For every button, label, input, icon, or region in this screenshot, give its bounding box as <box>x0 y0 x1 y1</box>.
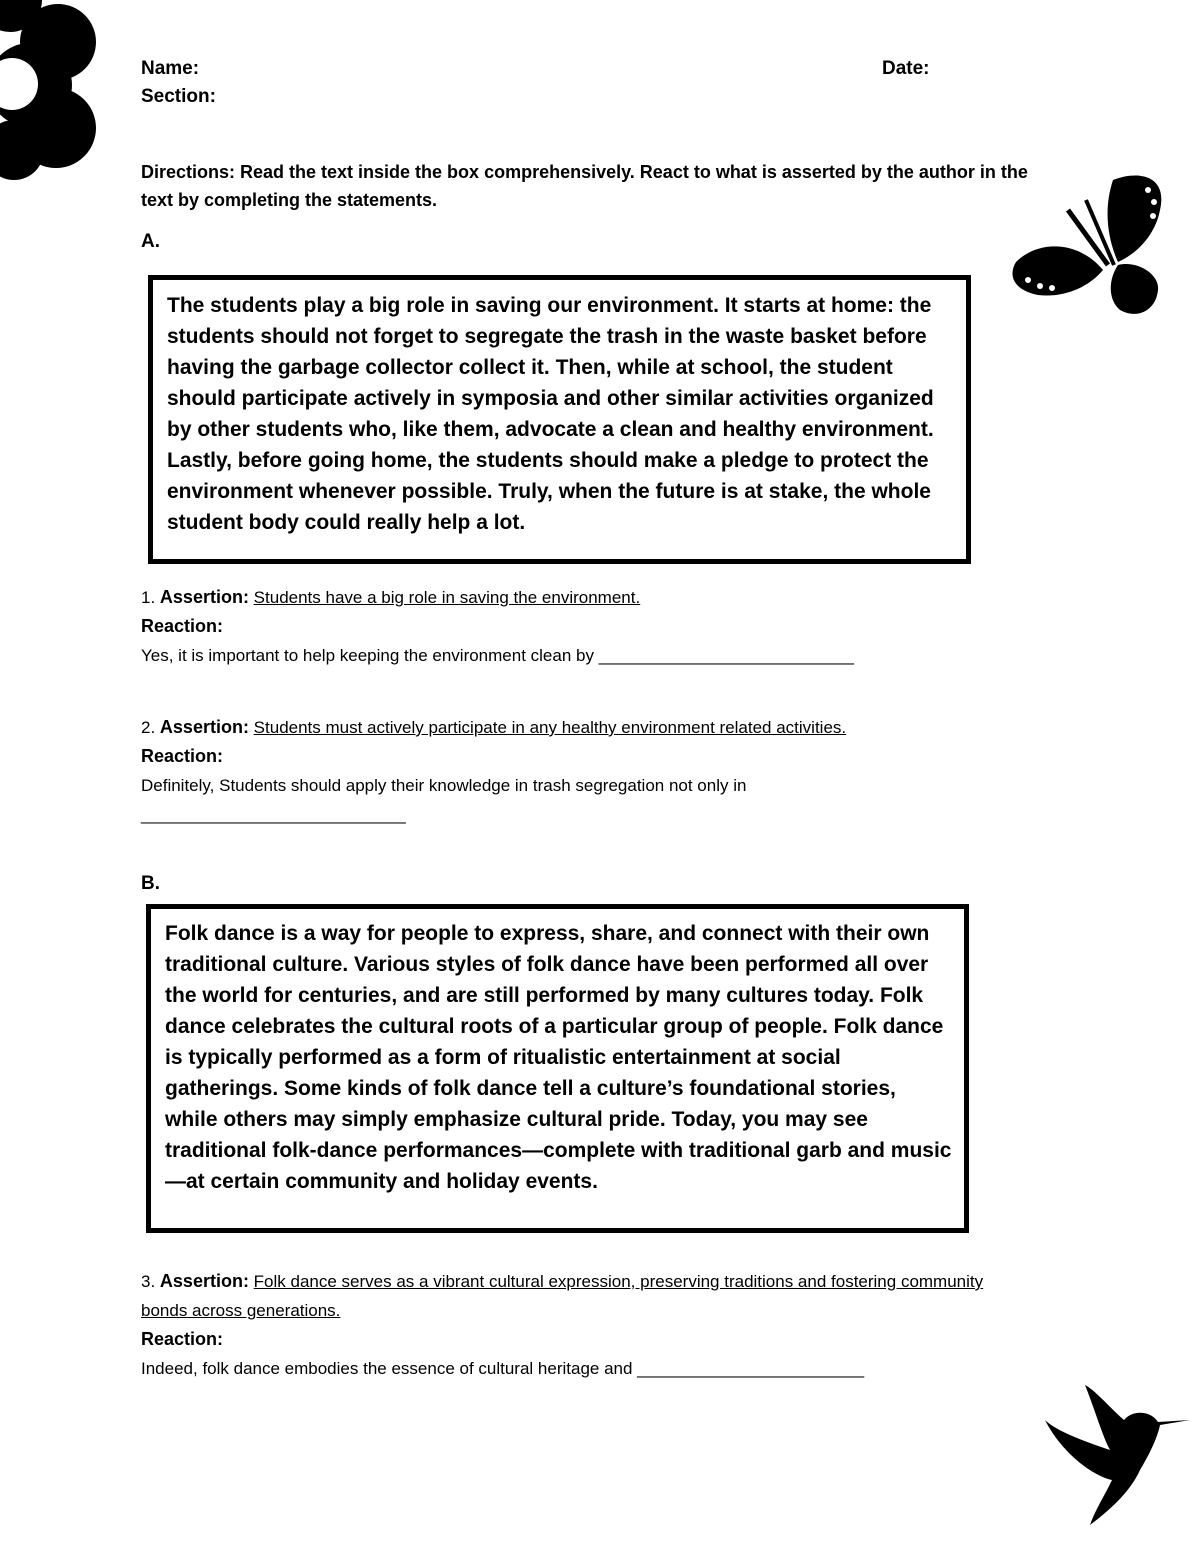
part-a-label: A. <box>141 231 160 252</box>
question-item-3 <box>141 1267 1021 1383</box>
question-item-2 <box>141 713 1011 829</box>
reaction-label: Reaction: <box>141 746 224 766</box>
reaction-prompt: Definitely, Students should apply their knowledge in trash segregation not only in ____________________________ <box>141 776 747 824</box>
assertion-text: Students must actively participate in any healthy environment related activities. <box>253 718 847 737</box>
passage-box-b <box>146 904 969 1233</box>
reaction-label: Reaction: <box>141 1329 224 1349</box>
assertion-text: Folk dance serves as a vibrant cultural expression, preserving traditions and fostering community bonds across generations. <box>141 1272 984 1320</box>
reaction-prompt: Yes, it is important to help keeping the environment clean by ___________________________ <box>141 646 854 665</box>
item-number: 1. <box>141 588 156 607</box>
hummingbird-icon <box>1040 1380 1200 1530</box>
passage-b-text: Folk dance is a way for people to express, share, and connect with their own traditional culture. Various styles of folk dance have been performed all over the world for centuries, and are still performed by many cultures today. Folk dance celebrates the cultural roots of a particular group of people. Folk dance is typically performed as a form of ritualistic entertainment at social gatherings. Some kinds of folk dance tell a culture’s foundational stories, while others may simply emphasize cultural pride. Today, you may see traditional folk-dance performances—complete with traditional garb and music—at certain community and holiday events. <box>165 922 952 1193</box>
assertion-label: Assertion: <box>159 717 249 737</box>
flower-icon <box>0 0 100 180</box>
assertion-label: Assertion: <box>159 1271 249 1291</box>
passage-a-text: The students play a big role in saving our environment. It starts at home: the students should not forget to segregate the trash in the waste basket before having the garbage collector collect it. Then, while at school, the student should participate actively in symposia and other similar activities organized by other students who, like them, advocate a clean and healthy environment. Lastly, before going home, the students should make a pledge to protect the environment whenever possible. Truly, when the future is at stake, the whole student body could really help a lot. <box>167 294 934 534</box>
passage-box-a <box>148 275 971 564</box>
item-number: 3. <box>141 1272 156 1291</box>
question-item-1 <box>141 583 1041 670</box>
assertion-label: Assertion: <box>159 587 249 607</box>
reaction-prompt: Indeed, folk dance embodies the essence of cultural heritage and ________________________ <box>141 1359 865 1378</box>
item-number: 2. <box>141 718 156 737</box>
part-b-label: B. <box>141 873 160 894</box>
directions-text: Directions: Read the text inside the box comprehensively. React to what is asserted by the author in the text by completing the statements. <box>141 162 1028 210</box>
section-label: Section: <box>141 86 216 107</box>
reaction-label: Reaction: <box>141 616 224 636</box>
assertion-text: Students have a big role in saving the environment. <box>253 588 641 607</box>
name-label: Name: <box>141 58 200 79</box>
date-label: Date: <box>882 58 930 79</box>
